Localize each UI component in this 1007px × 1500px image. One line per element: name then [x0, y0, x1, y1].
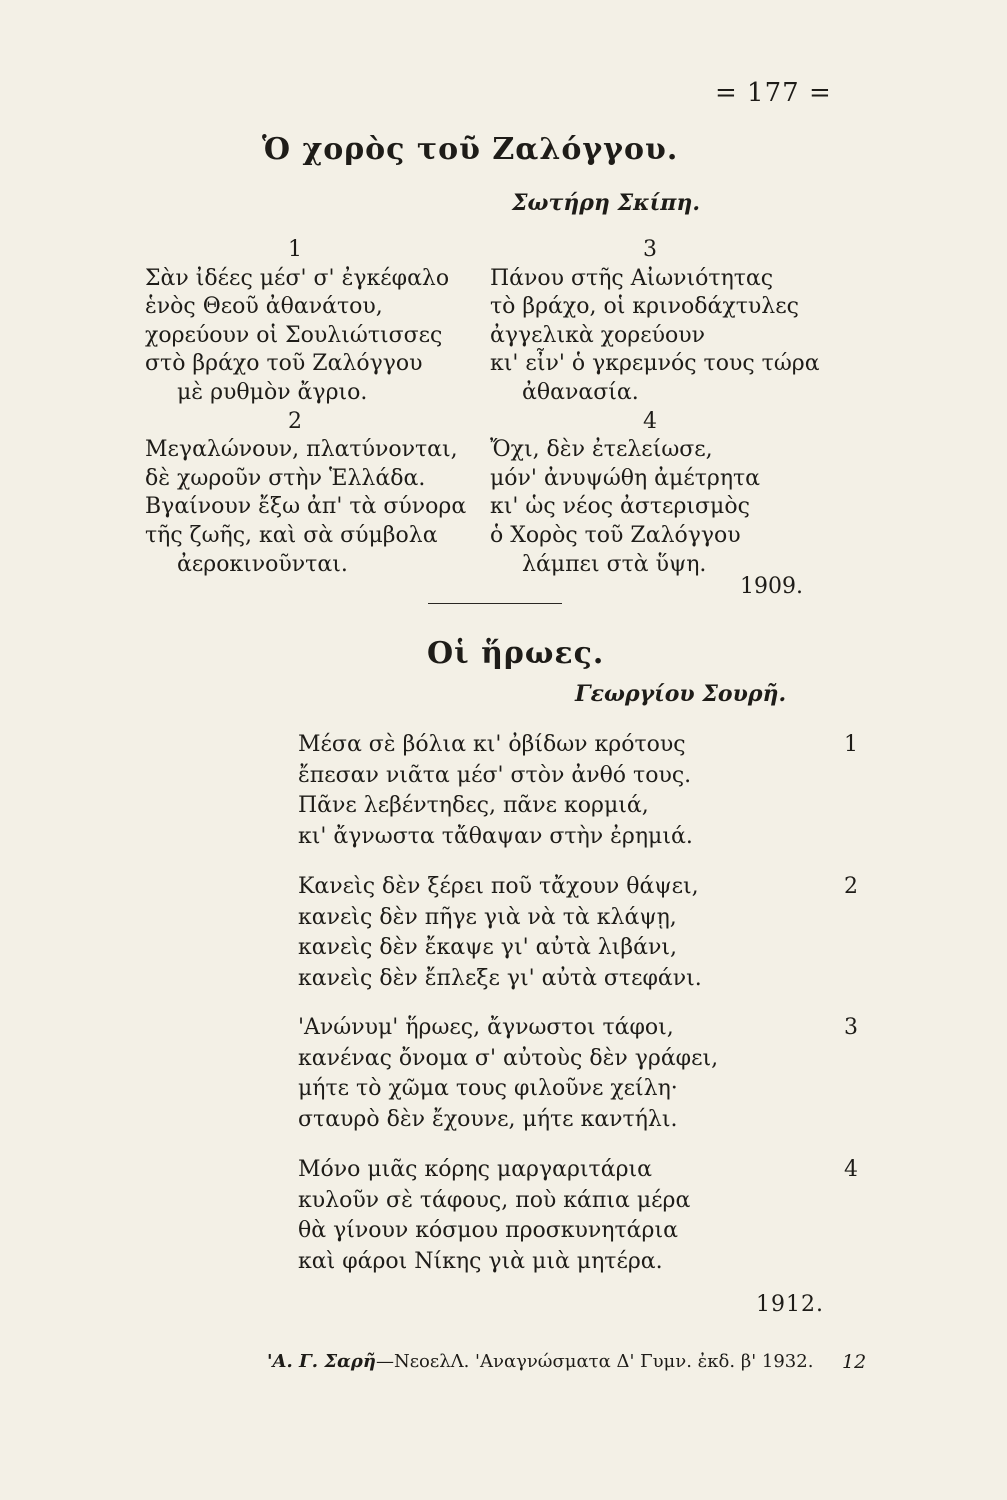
poem2-stanza-1 [298, 730, 858, 852]
verse-line: Μόνο μιᾶς κόρης μαργαριτάρια [298, 1157, 652, 1182]
verse-line: μὲ ρυθμὸν ἄγριο. [177, 379, 368, 405]
verse-line: Σὰν ἰδέες μέσ' σ' ἐγκέφαλο [145, 265, 450, 291]
verse-line: κανεὶς δὲν πῆγε γιὰ νὰ τὰ κλάψῃ, [298, 904, 677, 930]
stanza-number: 1 [844, 732, 858, 757]
footer-text: —ΝεοελΛ. 'Αναγνώσματα Δ' Γυμν. ἐκδ. β' 1932. [375, 1351, 814, 1372]
verse-line: θὰ γίνουν κόσμου προσκυνητάρια [298, 1218, 678, 1244]
verse-line: τῆς ζωῆς, καὶ σὰ σύμβολα [145, 522, 438, 548]
verse-line: χορεύουν οἱ Σουλιώτισσες [145, 322, 443, 348]
section-divider [428, 603, 562, 604]
verse-line: Μεγαλώνουν, πλατύνονται, [145, 437, 458, 463]
verse-line: μόν' ἀνυψώθη ἀμέτρητα [490, 465, 761, 491]
stanza-number: 4 [643, 408, 657, 434]
verse-line: Βγαίνουν ἔξω ἀπ' τὰ σύνορα [145, 494, 467, 520]
poem2-stanza-3 [298, 1013, 858, 1135]
verse-line: στὸ βράχο τοῦ Ζαλόγγου [145, 351, 423, 377]
stanza-number: 4 [844, 1157, 858, 1182]
poem2-year: 1912. [756, 1292, 824, 1317]
poem1-left-column [145, 236, 475, 579]
verse-line: ἀθανασία. [522, 379, 639, 405]
stanza-number: 2 [288, 408, 302, 434]
verse-line: Πάνου στῆς Αἰωνιότητας [490, 265, 774, 291]
verse-line: Κανεὶς δὲν ξέρει ποῦ τἄχουν θάψει, [298, 874, 699, 899]
poem1-author: Σωτήρη Σκίπη. [512, 190, 701, 216]
verse-line: Ὄχι, δὲν ἐτελείωσε, [490, 437, 713, 463]
footer-citation [267, 1351, 813, 1372]
stanza-number: 3 [844, 1015, 858, 1040]
verse-line: Πᾶνε λεβέντηδες, πᾶνε κορμιά, [298, 793, 649, 819]
poem1-title: Ὁ χορὸς τοῦ Ζαλόγγου. [262, 132, 679, 167]
poem2-stanza-2 [298, 872, 858, 994]
stanza-number: 3 [643, 237, 657, 262]
verse-line: μήτε τὸ χῶμα τους φιλοῦνε χείλη· [298, 1076, 678, 1102]
verse-line: λάμπει στὰ ὕψη. [522, 551, 707, 577]
page-number: = 177 = [715, 78, 832, 108]
verse-line: ἑνὸς Θεοῦ ἀθανάτου, [145, 294, 383, 320]
poem1-year: 1909. [740, 574, 803, 599]
verse-line: κι' ὡς νέος ἀστερισμὸς [490, 494, 750, 520]
verse-line: ἔπεσαν νιᾶτα μέσ' στὸν ἀνθό τους. [298, 762, 692, 788]
footer-author: 'Α. Γ. Σαρῆ [267, 1351, 376, 1372]
verse-line: δὲ χωροῦν στὴν Ἑλλάδα. [145, 465, 426, 491]
verse-line: κι' ἄγνωστα τἄθαψαν στὴν ἐρημιά. [298, 823, 693, 849]
verse-line: κυλοῦν σὲ τάφους, ποὺ κάπια μέρα [298, 1187, 691, 1213]
verse-line: τὸ βράχο, οἱ κρινοδάχτυλες [490, 294, 799, 320]
verse-line: ὁ Χορὸς τοῦ Ζαλόγγου [490, 522, 741, 548]
poem2-author: Γεωργίου Σουρῆ. [575, 681, 787, 707]
verse-line: Μέσα σὲ βόλια κι' ὀβίδων κρότους [298, 732, 686, 757]
stanza-number: 2 [844, 874, 858, 899]
verse-line: κανεὶς δὲν ἔπλεξε γι' αὐτὰ στεφάνι. [298, 965, 702, 991]
stanza-number: 1 [288, 237, 302, 262]
verse-line: καὶ φάροι Νίκης γιὰ μιὰ μητέρα. [298, 1248, 663, 1274]
footer-sheet-number: 12 [842, 1351, 867, 1373]
verse-line: κι' εἶν' ὁ γκρεμνός τους τώρα [490, 351, 820, 377]
verse-line: κανένας ὄνομα σ' αὐτοὺς δὲν γράφει, [298, 1045, 719, 1071]
verse-line: 'Ανώνυμ' ἥρωες, ἄγνωστοι τάφοι, [298, 1015, 674, 1040]
poem2-title: Οἱ ἥρωες. [427, 636, 605, 671]
verse-line: ἀεροκινοῦνται. [177, 551, 348, 577]
poem2-stanza-4 [298, 1155, 858, 1277]
verse-line: κανεὶς δὲν ἔκαψε γι' αὐτὰ λιβάνι, [298, 935, 677, 961]
verse-line: σταυρὸ δὲν ἔχουνε, μήτε καντήλι. [298, 1106, 678, 1132]
verse-line: ἀγγελικὰ χορεύουν [490, 322, 705, 348]
poem1-right-column [490, 236, 820, 579]
